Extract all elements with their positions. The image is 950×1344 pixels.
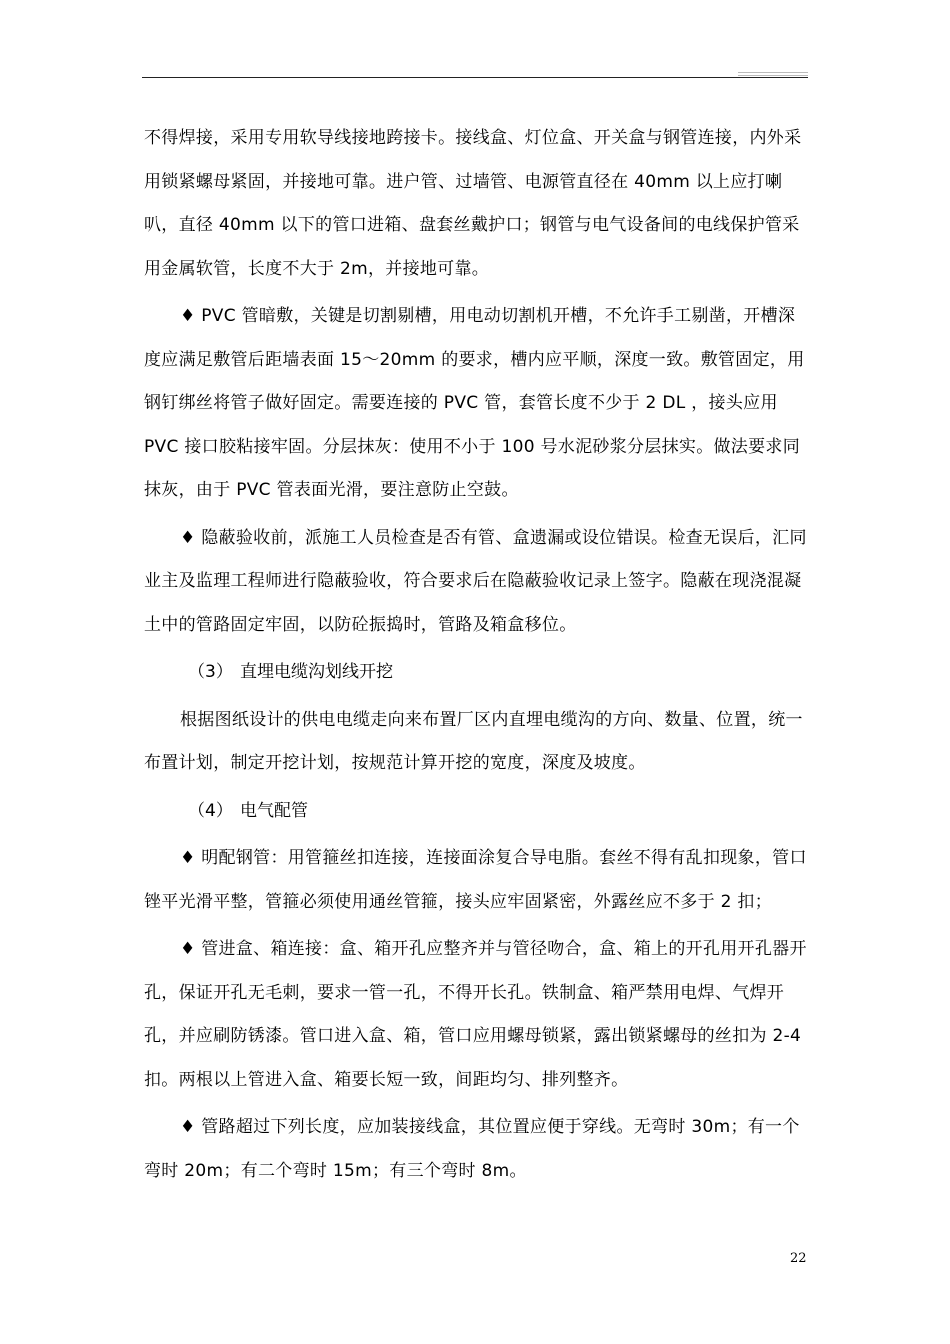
paragraph-junction-box-length: ♦ 管路超过下列长度，应加装接线盒，其位置应便于穿线。无弯时 30m；有一个弯时 20m；有二个弯时 15m；有三个弯时 8m。: [144, 1117, 800, 1181]
section-title: 直埋电缆沟划线开挖: [240, 662, 393, 682]
page-number: 22: [790, 1251, 807, 1266]
paragraph-continuation: 不得焊接，采用专用软导线接地跨接卡。接线盒、灯位盒、开关盒与钢管连接，内外采用锁紧螺母紧固，并接地可靠。进户管、过墙管、电源管直径在 40mm 以上应打喇叭，直径 40mm 以下的管口进箱、盘套丝戴护口；钢管与电气设备间的电线保护管采用金属软管，长度不大于 2m，并接地可靠。: [144, 128, 802, 279]
section-heading-4: [144, 790, 808, 834]
paragraph-exposed-steel-pipe: ♦ 明配钢管：用管箍丝扣连接，连接面涂复合导电脂。套丝不得有乱扣现象，管口锉平光滑平整，管箍必须使用通丝管箍，接头应牢固紧密，外露丝应不多于 2 扣；: [144, 848, 807, 912]
header-mark: [738, 72, 808, 73]
header-rule: [142, 77, 808, 78]
paragraph-box-connection: ♦ 管进盒、箱连接：盒、箱开孔应整齐并与管径吻合，盒、箱上的开孔用开孔器开孔，保证开孔无毛刺，要求一管一孔，不得开长孔。铁制盒、箱严禁用电焊、气焊开孔，并应刷防锈漆。管口进入盒、箱，管口应用螺母锁紧，露出锁紧螺母的丝扣为 2-4 扣。两根以上管进入盒、箱要长短一致，间距均匀、排列整齐。: [144, 939, 807, 1090]
section-heading-3: [144, 651, 808, 695]
header-mark: [738, 75, 808, 76]
paragraph-pvc-conduit: ♦ PVC 管暗敷，关键是切割剔槽，用电动切割机开槽，不允许手工剔凿，开槽深度应满足敷管后距墙表面 15～20mm 的要求，槽内应平顺，深度一致。敷管固定，用钢钉绑丝将管子做好固定。需要连接的 PVC 管，套管长度不少于 2 DL ，接头应用 PVC 接口胶粘接牢固。分层抹灰：使用不小于 100 号水泥砂浆分层抹实。做法要求同抹灰，由于 PVC 管表面光滑，要注意防止空鼓。: [144, 306, 805, 500]
paragraph-concealed-inspection: ♦ 隐蔽验收前，派施工人员检查是否有管、盒遗漏或设位错误。检查无误后，汇同业主及监理工程师进行隐蔽验收，符合要求后在隐蔽验收记录上签字。隐蔽在现浇混凝土中的管路固定牢固，以防砼振捣时，管路及箱盒移位。: [144, 527, 807, 635]
paragraph-cable-trench: 根据图纸设计的供电电缆走向来布置厂区内直埋电缆沟的方向、数量、位置，统一布置计划，制定开挖计划，按规范计算开挖的宽度，深度及坡度。: [144, 709, 803, 773]
section-number: （4）: [188, 800, 233, 821]
document-body: [144, 117, 808, 1197]
section-number: （3）: [188, 662, 233, 682]
section-title: 电气配管: [240, 800, 308, 821]
